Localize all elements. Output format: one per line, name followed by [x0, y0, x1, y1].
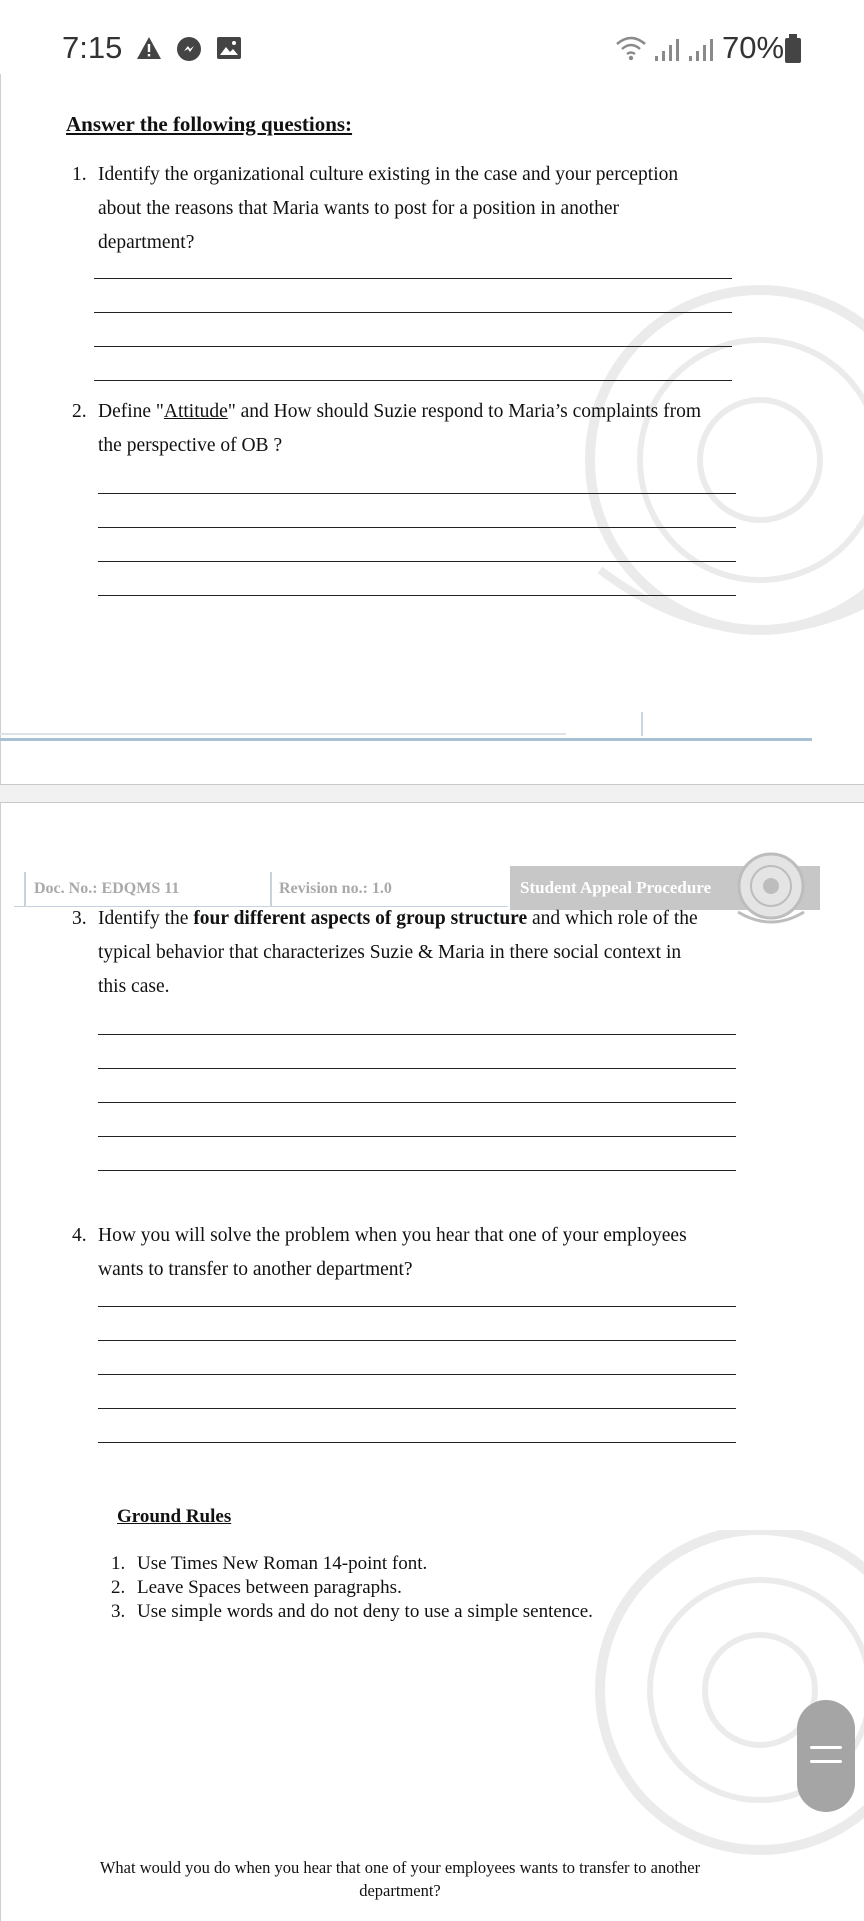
answer-line: [98, 1408, 736, 1409]
answer-line: [98, 1374, 736, 1375]
signal-icon: [688, 38, 716, 62]
questions-heading: Answer the following questions:: [66, 112, 353, 136]
watermark-seal-icon: [520, 270, 864, 690]
text-span: " and How should Suzie respond to Maria’s complaints from: [227, 401, 701, 422]
answer-line: [98, 561, 736, 562]
question-text-line: this case.: [98, 976, 170, 997]
status-bar: [0, 0, 864, 74]
question-text-line: wants to transfer to another department?: [98, 1259, 413, 1280]
question-text-line: How you will solve the problem when you hear that one of your employees: [98, 1225, 687, 1246]
list-item: Use Times New Roman 14-point font.: [137, 1553, 428, 1574]
question-text-line: [98, 395, 701, 429]
list-item: Use simple words and do not deny to use a simple sentence.: [137, 1601, 593, 1622]
alert-icon: [136, 36, 162, 60]
university-logo-icon: [728, 848, 814, 930]
answer-line: [98, 1306, 736, 1307]
question-number: 4.: [72, 1225, 87, 1246]
wifi-icon: [614, 34, 648, 62]
clock: 7:15: [62, 30, 123, 65]
footer-divider: [0, 738, 812, 741]
answer-line: [98, 1068, 736, 1069]
answer-line: [98, 527, 736, 528]
answer-line: [98, 1102, 736, 1103]
question-text-line: department?: [98, 232, 195, 253]
bold-phrase: four different aspects of group structure: [193, 908, 528, 929]
answer-line: [98, 1034, 736, 1035]
answer-line: [98, 1136, 736, 1137]
text-span: and which role of the: [527, 908, 698, 929]
footer-divider: [0, 733, 566, 735]
doc-number: Doc. No.: EDQMS 11: [34, 880, 180, 897]
grip-line: [810, 1760, 842, 1763]
header-divider: [270, 872, 272, 906]
gallery-icon: [216, 36, 242, 60]
fast-scroll-handle[interactable]: [797, 1700, 855, 1812]
answer-line: [94, 346, 732, 347]
answer-line: [94, 278, 732, 279]
answer-line: [94, 312, 732, 313]
question-number: 2.: [72, 401, 87, 422]
header-divider: [24, 872, 26, 906]
closing-line: What would you do when you hear that one of your employees wants to transfer to another: [99, 1858, 701, 1877]
question-text-line: about the reasons that Maria wants to post for a position in another: [98, 198, 619, 219]
attitude-term: Attitude: [163, 401, 228, 422]
grip-line: [810, 1746, 842, 1749]
closing-question: [0, 1856, 800, 1902]
revision-number: Revision no.: 1.0: [279, 880, 392, 897]
answer-line: [98, 595, 736, 596]
text-span: Define ": [98, 401, 164, 422]
question-text-line: [98, 902, 698, 936]
closing-line: department?: [359, 1881, 441, 1900]
ground-rules-title: Ground Rules: [117, 1506, 232, 1527]
answer-line: [98, 1340, 736, 1341]
answer-line: [98, 1442, 736, 1443]
list-number: 2.: [111, 1577, 126, 1598]
answer-line: [98, 1170, 736, 1171]
question-number: 1.: [72, 164, 87, 185]
battery-percent: 70%: [722, 30, 785, 65]
battery-icon: [784, 34, 802, 64]
procedure-title: Student Appeal Procedure: [510, 866, 820, 910]
question-text-line: typical behavior that characterizes Suzie & Maria in there social context in: [98, 942, 682, 963]
list-number: 1.: [111, 1553, 126, 1574]
list-number: 3.: [111, 1601, 126, 1622]
messenger-icon: [176, 36, 202, 62]
question-number: 3.: [72, 908, 87, 929]
list-item: Leave Spaces between paragraphs.: [137, 1577, 402, 1598]
answer-line: [94, 380, 732, 381]
answer-line: [98, 493, 736, 494]
question-text-line: the perspective of OB ?: [98, 435, 283, 456]
question-text-line: Identify the organizational culture existing in the case and your perception: [98, 164, 679, 185]
text-span: Identify the: [98, 908, 194, 929]
footer-divider: [641, 712, 643, 736]
signal-icon: [654, 38, 682, 62]
